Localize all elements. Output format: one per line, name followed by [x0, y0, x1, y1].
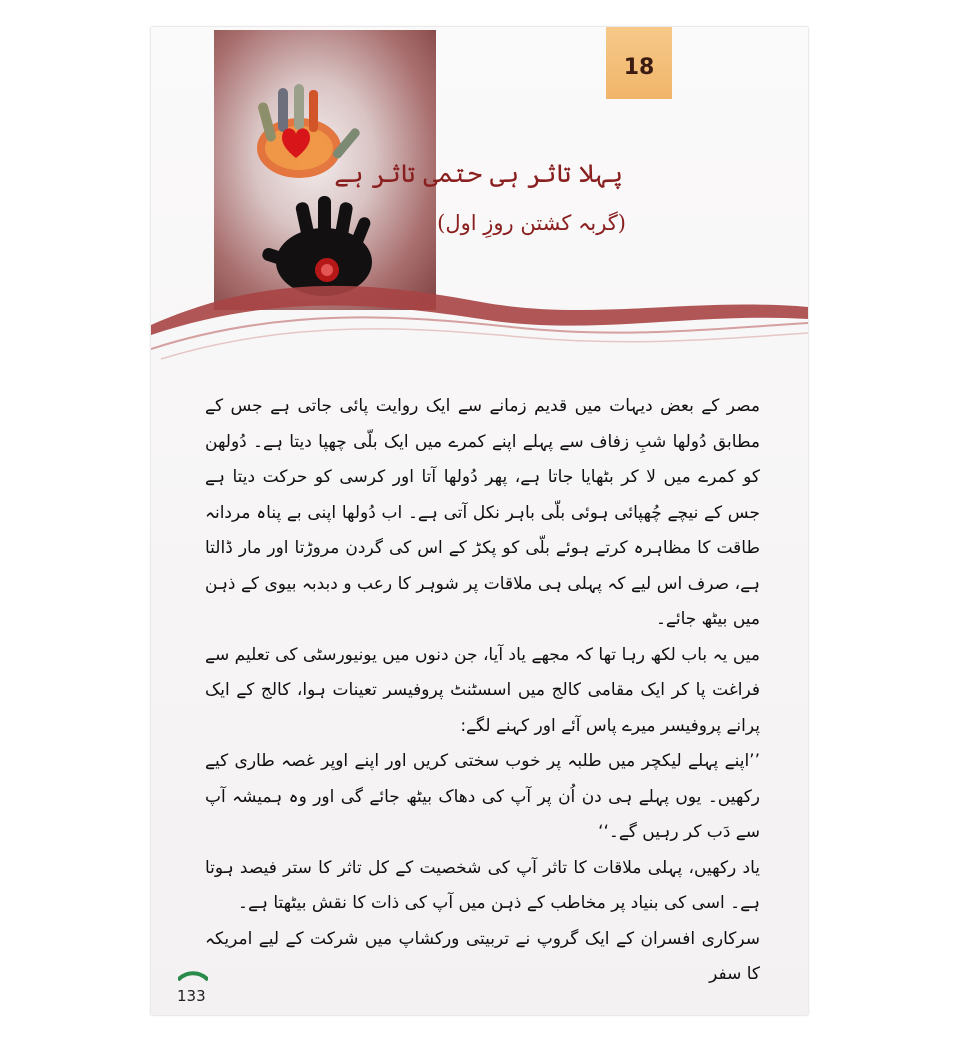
chapter-body: [205, 389, 760, 993]
chapter-number-badge: [606, 27, 672, 99]
page-number: 133: [177, 987, 206, 1005]
paragraph: یاد رکھیں، پہلی ملاقات کا تاثر آپ کی شخصیت کے کل تاثر کا ستر فیصد ہوتا ہے۔ اسی کی بنیاد پر مخاطب کے ذہن میں آپ کی ذات کا نقش بیٹھتا ہے۔: [205, 857, 760, 913]
paragraph: میں یہ باب لکھ رہا تھا کہ مجھے یاد آیا، جن دنوں میں یونیورسٹی کی تعلیم سے فراغت پا کر ایک مقامی کالج میں اسسٹنٹ پروفیسر تعینات ہوا، کالج کے ایک پرانے پروفیسر میرے پاس آئے اور کہنے لگے:: [205, 644, 760, 736]
page-marker-icon: [178, 971, 208, 981]
decorative-wave: [151, 257, 808, 377]
chapter-title: پہلا تاثر ہی حتمی تاثر ہے: [334, 159, 623, 188]
book-page: [151, 27, 808, 1015]
chapter-number: 18: [623, 54, 655, 80]
quote-paragraph: ’’اپنے پہلے لیکچر میں طلبہ پر خوب سختی کریں اور اپنے اوپر غصہ طاری کیے رکھیں۔ یوں پہلے ہی دن اُن پر آپ کی دھاک بیٹھ جائے گی اور وہ ہمیشہ آپ سے دَب کر رہیں گے۔‘‘: [205, 751, 760, 842]
chapter-subtitle: (گربہ کشتن روزِ اول): [437, 211, 626, 235]
paragraph: مصر کے بعض دیہات میں قدیم زمانے سے ایک روایت پائی جاتی ہے جس کے مطابق دُولھا شبِ زفاف سے پہلے اپنے کمرے میں ایک بلّی چھپا دیتا ہے۔ دُولھن کو کمرے میں لا کر بٹھایا جاتا ہے، پھر دُولھا آتا اور کرسی کو حرکت دیتا ہے جس کے نیچے چُھپائی ہوئی بلّی باہر نکل آتی ہے۔ اب دُولھا اپنی بے پناہ مردانہ طاقت کا مظاہرہ کرتے ہوئے بلّی کو پکڑ کے اس کی گردن مروڑتا اور مار ڈالتا ہے، صرف اس لیے کہ پہلی ہی ملاقات پر شوہر کا رعب و دبدبہ بیوی کے ذہن میں بیٹھ جائے۔: [205, 396, 760, 629]
paragraph: سرکاری افسران کے ایک گروپ نے تربیتی ورکشاپ میں شرکت کے لیے امریکہ کا سفر: [205, 928, 760, 984]
